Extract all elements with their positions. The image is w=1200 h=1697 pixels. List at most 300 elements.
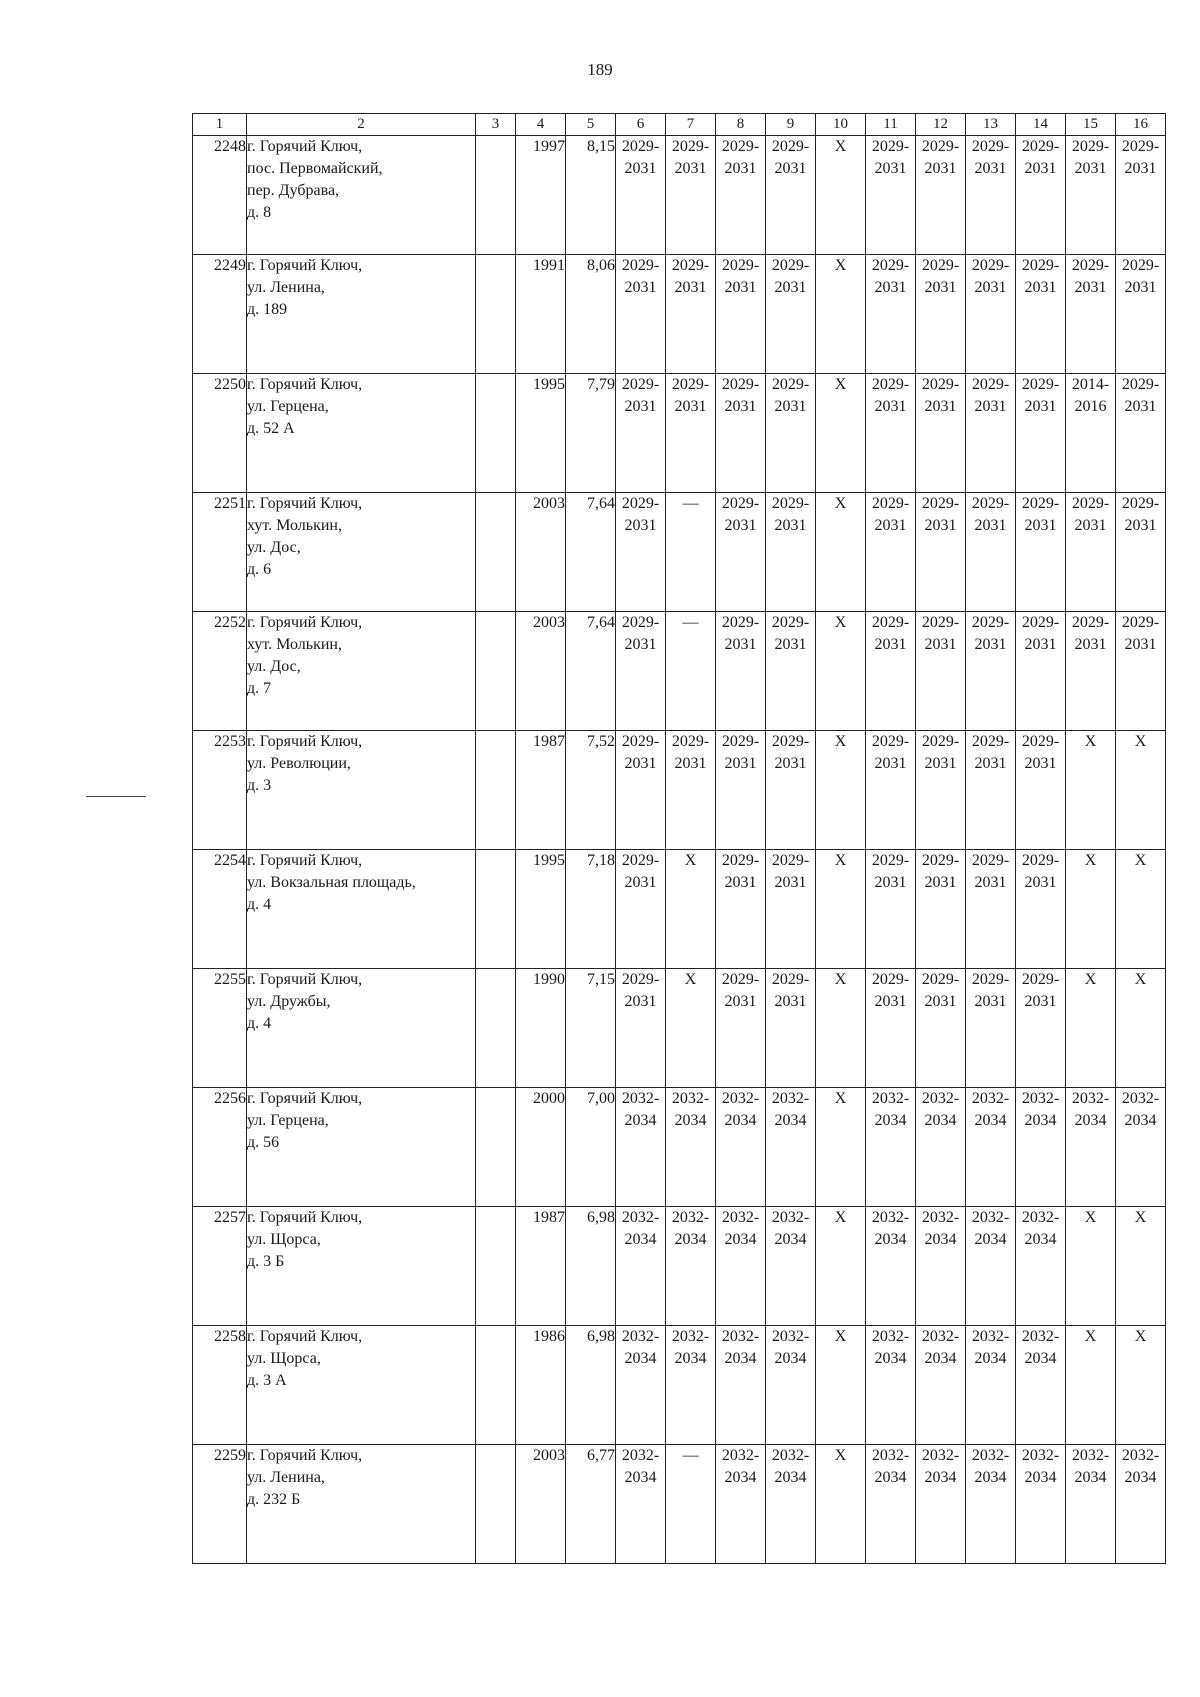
period-text: 2029- bbox=[921, 971, 960, 988]
column-header: 16 bbox=[1116, 114, 1166, 136]
period-text: 2034 bbox=[924, 1112, 957, 1129]
period-text: 2032- bbox=[1021, 1209, 1060, 1226]
period-text: 2029- bbox=[871, 495, 910, 512]
period-text: 2031 bbox=[724, 755, 757, 772]
period-text: 2031 bbox=[974, 398, 1007, 415]
period-cell bbox=[1116, 255, 1166, 374]
period-text: 2029- bbox=[971, 376, 1010, 393]
address-cell bbox=[247, 1207, 476, 1326]
period-cell bbox=[1016, 731, 1066, 850]
period-text: Х bbox=[834, 138, 847, 155]
address-line: д. 189 bbox=[247, 301, 288, 318]
address-line: г. Горячий Ключ, bbox=[247, 614, 363, 631]
address-cell bbox=[247, 1088, 476, 1207]
period-cell bbox=[616, 969, 666, 1088]
period-text: 2029- bbox=[871, 614, 910, 631]
period-cell bbox=[1116, 731, 1166, 850]
period-cell bbox=[966, 255, 1016, 374]
period-text: 2034 bbox=[624, 1350, 657, 1367]
period-text: 2031 bbox=[924, 517, 957, 534]
period-cell bbox=[616, 1445, 666, 1564]
period-text: 2029- bbox=[771, 614, 810, 631]
period-text: 2031 bbox=[1024, 636, 1057, 653]
address-line: ул. Ленина, bbox=[247, 279, 325, 296]
period-cell bbox=[866, 136, 916, 255]
column-header: 15 bbox=[1066, 114, 1116, 136]
period-cell bbox=[766, 731, 816, 850]
period-text: 2029- bbox=[671, 138, 710, 155]
period-text: 2034 bbox=[1074, 1112, 1107, 1129]
address-line: д. 7 bbox=[247, 680, 272, 697]
period-text: 2034 bbox=[1024, 1350, 1057, 1367]
period-cell bbox=[766, 1088, 816, 1207]
period-cell bbox=[766, 1445, 816, 1564]
period-text: 2031 bbox=[1124, 636, 1157, 653]
period-text: 2029- bbox=[1021, 852, 1060, 869]
period-cell bbox=[866, 374, 916, 493]
period-cell bbox=[1116, 1326, 1166, 1445]
address-line: ул. Герцена, bbox=[247, 1112, 329, 1129]
address-line: пос. Первомайский, bbox=[247, 160, 383, 177]
period-text: Х bbox=[1084, 1328, 1097, 1345]
period-cell bbox=[966, 731, 1016, 850]
period-cell bbox=[1016, 1326, 1066, 1445]
period-cell bbox=[966, 1207, 1016, 1326]
period-text: Х bbox=[834, 1209, 847, 1226]
period-cell bbox=[716, 374, 766, 493]
address-line: ул. Щорса, bbox=[247, 1350, 321, 1367]
address-line: д. 3 А bbox=[247, 1372, 287, 1389]
period-text: 2031 bbox=[874, 755, 907, 772]
value-cell: 7,64 bbox=[566, 612, 616, 731]
period-text: 2031 bbox=[1074, 636, 1107, 653]
period-text: 2034 bbox=[674, 1231, 707, 1248]
period-cell bbox=[916, 374, 966, 493]
period-text: 2031 bbox=[1124, 279, 1157, 296]
period-cell bbox=[666, 1207, 716, 1326]
period-text: 2031 bbox=[774, 636, 807, 653]
address-cell bbox=[247, 612, 476, 731]
period-text: 2031 bbox=[1124, 160, 1157, 177]
period-text: 2032- bbox=[921, 1090, 960, 1107]
period-text: Х bbox=[834, 1090, 847, 1107]
period-text: 2029- bbox=[1071, 495, 1110, 512]
period-text: 2034 bbox=[774, 1469, 807, 1486]
value-cell: 7,79 bbox=[566, 374, 616, 493]
address-cell bbox=[247, 255, 476, 374]
row-number: 2256 bbox=[193, 1088, 247, 1207]
column-header: 6 bbox=[616, 114, 666, 136]
period-text: 2029- bbox=[721, 614, 760, 631]
period-text: 2031 bbox=[774, 755, 807, 772]
period-text: 2031 bbox=[1024, 398, 1057, 415]
period-text: 2029- bbox=[871, 852, 910, 869]
row-number: 2252 bbox=[193, 612, 247, 731]
period-cell bbox=[1016, 969, 1066, 1088]
address-line: д. 3 Б bbox=[247, 1253, 285, 1270]
period-text: 2034 bbox=[774, 1231, 807, 1248]
row-number: 2251 bbox=[193, 493, 247, 612]
period-text: 2034 bbox=[924, 1231, 957, 1248]
period-cell bbox=[866, 969, 916, 1088]
period-text: 2034 bbox=[774, 1350, 807, 1367]
period-cell bbox=[966, 1088, 1016, 1207]
period-text: 2031 bbox=[924, 874, 957, 891]
period-text: 2031 bbox=[974, 874, 1007, 891]
period-text: 2031 bbox=[1024, 993, 1057, 1010]
period-text: 2032- bbox=[971, 1090, 1010, 1107]
period-text: 2029- bbox=[971, 733, 1010, 750]
row-number: 2255 bbox=[193, 969, 247, 1088]
period-text: 2034 bbox=[674, 1350, 707, 1367]
period-text: 2029- bbox=[921, 733, 960, 750]
period-cell bbox=[666, 136, 716, 255]
address-line: ул. Ленина, bbox=[247, 1469, 325, 1486]
column-3-cell bbox=[476, 731, 516, 850]
period-cell bbox=[1116, 612, 1166, 731]
period-cell bbox=[816, 731, 866, 850]
period-text: 2029- bbox=[621, 376, 660, 393]
period-text: 2031 bbox=[924, 755, 957, 772]
address-line: г. Горячий Ключ, bbox=[247, 1447, 363, 1464]
period-cell bbox=[666, 374, 716, 493]
period-text: 2031 bbox=[1024, 874, 1057, 891]
year-cell: 1995 bbox=[516, 850, 566, 969]
period-text: 2031 bbox=[624, 993, 657, 1010]
register-table bbox=[192, 113, 1166, 1564]
year-cell: 2003 bbox=[516, 1445, 566, 1564]
year-cell: 1990 bbox=[516, 969, 566, 1088]
period-text: 2031 bbox=[624, 636, 657, 653]
period-text: Х bbox=[834, 376, 847, 393]
period-text: 2029- bbox=[921, 138, 960, 155]
period-cell bbox=[816, 850, 866, 969]
period-cell bbox=[816, 612, 866, 731]
period-text: 2034 bbox=[724, 1231, 757, 1248]
period-text: 2031 bbox=[674, 160, 707, 177]
period-text: 2029- bbox=[971, 614, 1010, 631]
period-text: 2029- bbox=[871, 376, 910, 393]
period-cell bbox=[1016, 1207, 1066, 1326]
period-text: Х bbox=[1084, 852, 1097, 869]
period-cell bbox=[766, 1326, 816, 1445]
value-cell: 8,06 bbox=[566, 255, 616, 374]
column-3-cell bbox=[476, 493, 516, 612]
period-text: Х bbox=[834, 971, 847, 988]
period-cell bbox=[966, 850, 1016, 969]
period-cell bbox=[816, 1326, 866, 1445]
table-body bbox=[193, 136, 1166, 1564]
period-text: 2029- bbox=[1121, 257, 1160, 274]
period-text: — bbox=[682, 614, 699, 631]
period-text: 2032- bbox=[671, 1328, 710, 1345]
period-text: 2029- bbox=[671, 376, 710, 393]
period-text: 2029- bbox=[971, 138, 1010, 155]
period-text: 2029- bbox=[921, 852, 960, 869]
period-cell bbox=[1066, 612, 1116, 731]
period-cell bbox=[1066, 969, 1116, 1088]
period-text: 2031 bbox=[774, 993, 807, 1010]
period-cell bbox=[916, 969, 966, 1088]
column-3-cell bbox=[476, 850, 516, 969]
period-text: Х bbox=[834, 852, 847, 869]
column-header: 11 bbox=[866, 114, 916, 136]
period-text: 2029- bbox=[771, 376, 810, 393]
period-text: 2029- bbox=[1021, 138, 1060, 155]
period-cell bbox=[866, 1207, 916, 1326]
period-cell bbox=[866, 731, 916, 850]
table-row bbox=[193, 969, 1166, 1088]
period-cell bbox=[1066, 731, 1116, 850]
period-text: 2032- bbox=[1021, 1447, 1060, 1464]
period-cell bbox=[616, 612, 666, 731]
margin-mark bbox=[86, 796, 146, 797]
period-text: 2029- bbox=[871, 257, 910, 274]
period-text: 2029- bbox=[721, 495, 760, 512]
period-text: Х bbox=[834, 614, 847, 631]
period-text: 2029- bbox=[1071, 138, 1110, 155]
period-text: 2034 bbox=[624, 1112, 657, 1129]
period-text: 2029- bbox=[971, 852, 1010, 869]
table-row bbox=[193, 850, 1166, 969]
period-text: 2031 bbox=[624, 279, 657, 296]
period-cell bbox=[666, 1445, 716, 1564]
period-text: 2031 bbox=[874, 279, 907, 296]
period-text: 2031 bbox=[1024, 755, 1057, 772]
period-text: 2032- bbox=[721, 1328, 760, 1345]
period-text: 2031 bbox=[974, 755, 1007, 772]
period-cell bbox=[666, 255, 716, 374]
period-cell bbox=[816, 255, 866, 374]
period-text: Х bbox=[684, 852, 697, 869]
period-cell bbox=[766, 850, 816, 969]
address-line: г. Горячий Ключ, bbox=[247, 1090, 363, 1107]
table-row bbox=[193, 1326, 1166, 1445]
period-cell bbox=[866, 1445, 916, 1564]
period-cell bbox=[916, 1207, 966, 1326]
value-cell: 7,64 bbox=[566, 493, 616, 612]
column-header: 2 bbox=[247, 114, 476, 136]
period-text: 2031 bbox=[874, 993, 907, 1010]
table-row bbox=[193, 493, 1166, 612]
period-text: 2031 bbox=[924, 993, 957, 1010]
period-text: 2031 bbox=[724, 993, 757, 1010]
address-line: д. 4 bbox=[247, 896, 272, 913]
column-header: 10 bbox=[816, 114, 866, 136]
period-text: 2029- bbox=[621, 495, 660, 512]
period-cell bbox=[716, 969, 766, 1088]
address-line: ул. Дос, bbox=[247, 658, 301, 675]
period-text: 2031 bbox=[774, 398, 807, 415]
period-text: 2031 bbox=[774, 874, 807, 891]
address-cell bbox=[247, 1445, 476, 1564]
period-cell bbox=[966, 1445, 1016, 1564]
address-line: пер. Дубрава, bbox=[247, 182, 340, 199]
period-cell bbox=[966, 493, 1016, 612]
period-text: 2032- bbox=[771, 1328, 810, 1345]
period-text: 2031 bbox=[874, 160, 907, 177]
period-text: 2034 bbox=[1074, 1469, 1107, 1486]
period-text: Х bbox=[834, 1328, 847, 1345]
address-line: г. Горячий Ключ, bbox=[247, 733, 363, 750]
period-text: 2032- bbox=[1021, 1328, 1060, 1345]
address-line: г. Горячий Ключ, bbox=[247, 971, 363, 988]
period-cell bbox=[1016, 136, 1066, 255]
period-cell bbox=[916, 493, 966, 612]
period-cell bbox=[666, 612, 716, 731]
period-text: 2034 bbox=[1124, 1112, 1157, 1129]
period-text: 2034 bbox=[874, 1469, 907, 1486]
period-text: 2034 bbox=[724, 1469, 757, 1486]
period-cell bbox=[616, 136, 666, 255]
period-text: 2029- bbox=[1021, 376, 1060, 393]
column-header: 4 bbox=[516, 114, 566, 136]
address-line: д. 6 bbox=[247, 561, 272, 578]
table-row bbox=[193, 1088, 1166, 1207]
period-text: 2031 bbox=[724, 279, 757, 296]
period-cell bbox=[816, 1207, 866, 1326]
period-text: 2032- bbox=[1021, 1090, 1060, 1107]
period-text: 2031 bbox=[624, 755, 657, 772]
period-text: 2032- bbox=[721, 1090, 760, 1107]
period-text: 2032- bbox=[1121, 1090, 1160, 1107]
period-text: 2034 bbox=[874, 1231, 907, 1248]
column-3-cell bbox=[476, 1207, 516, 1326]
year-cell: 1991 bbox=[516, 255, 566, 374]
column-header: 3 bbox=[476, 114, 516, 136]
page-number: 189 bbox=[587, 60, 613, 79]
period-cell bbox=[916, 850, 966, 969]
address-cell bbox=[247, 136, 476, 255]
address-cell bbox=[247, 1326, 476, 1445]
table-row bbox=[193, 136, 1166, 255]
period-cell bbox=[816, 1088, 866, 1207]
address-line: г. Горячий Ключ, bbox=[247, 495, 363, 512]
period-cell bbox=[816, 374, 866, 493]
period-text: 2031 bbox=[774, 279, 807, 296]
address-line: ул. Дружбы, bbox=[247, 993, 331, 1010]
period-cell bbox=[616, 493, 666, 612]
period-text: 2032- bbox=[971, 1328, 1010, 1345]
value-cell: 7,18 bbox=[566, 850, 616, 969]
period-text: 2029- bbox=[971, 257, 1010, 274]
period-text: 2029- bbox=[621, 852, 660, 869]
period-text: 2031 bbox=[624, 398, 657, 415]
period-cell bbox=[916, 255, 966, 374]
period-text: 2034 bbox=[1024, 1231, 1057, 1248]
address-line: г. Горячий Ключ, bbox=[247, 138, 363, 155]
period-cell bbox=[816, 493, 866, 612]
period-cell bbox=[1066, 1207, 1116, 1326]
period-text: Х bbox=[834, 733, 847, 750]
period-text: 2032- bbox=[621, 1090, 660, 1107]
period-cell bbox=[866, 850, 916, 969]
address-line: д. 56 bbox=[247, 1134, 280, 1151]
year-cell: 2000 bbox=[516, 1088, 566, 1207]
header-row bbox=[193, 114, 1166, 136]
period-cell bbox=[716, 493, 766, 612]
column-header: 13 bbox=[966, 114, 1016, 136]
row-number: 2250 bbox=[193, 374, 247, 493]
period-cell bbox=[716, 850, 766, 969]
period-text: Х bbox=[1134, 1328, 1147, 1345]
period-cell bbox=[616, 850, 666, 969]
address-line: д. 52 А bbox=[247, 420, 295, 437]
period-text: 2029- bbox=[621, 257, 660, 274]
period-text: 2032- bbox=[721, 1209, 760, 1226]
period-text: 2031 bbox=[774, 160, 807, 177]
value-cell: 6,98 bbox=[566, 1207, 616, 1326]
period-text: 2031 bbox=[674, 279, 707, 296]
value-cell: 7,52 bbox=[566, 731, 616, 850]
period-cell bbox=[966, 969, 1016, 1088]
period-cell bbox=[916, 1088, 966, 1207]
period-text: 2029- bbox=[771, 495, 810, 512]
period-cell bbox=[716, 1326, 766, 1445]
period-cell bbox=[1066, 255, 1116, 374]
period-text: 2029- bbox=[921, 614, 960, 631]
period-text: 2031 bbox=[874, 517, 907, 534]
period-cell bbox=[666, 731, 716, 850]
period-text: Х bbox=[1134, 1209, 1147, 1226]
address-cell bbox=[247, 493, 476, 612]
period-text: 2029- bbox=[1121, 376, 1160, 393]
period-text: Х bbox=[684, 971, 697, 988]
period-text: 2032- bbox=[1071, 1090, 1110, 1107]
period-text: 2031 bbox=[724, 398, 757, 415]
period-cell bbox=[1116, 850, 1166, 969]
address-line: г. Горячий Ключ, bbox=[247, 257, 363, 274]
address-line: д. 3 bbox=[247, 777, 272, 794]
period-cell bbox=[766, 136, 816, 255]
year-cell: 1986 bbox=[516, 1326, 566, 1445]
value-cell: 8,15 bbox=[566, 136, 616, 255]
period-cell bbox=[766, 612, 816, 731]
period-text: 2029- bbox=[1021, 257, 1060, 274]
period-cell bbox=[1016, 1445, 1066, 1564]
period-cell bbox=[816, 136, 866, 255]
year-cell: 1997 bbox=[516, 136, 566, 255]
column-header: 14 bbox=[1016, 114, 1066, 136]
period-text: 2032- bbox=[921, 1447, 960, 1464]
period-text: 2034 bbox=[624, 1231, 657, 1248]
column-header: 7 bbox=[666, 114, 716, 136]
period-text: 2029- bbox=[971, 495, 1010, 512]
period-text: 2029- bbox=[721, 971, 760, 988]
period-cell bbox=[1016, 612, 1066, 731]
period-cell bbox=[716, 136, 766, 255]
period-cell bbox=[1016, 255, 1066, 374]
address-line: г. Горячий Ключ, bbox=[247, 852, 363, 869]
period-text: 2031 bbox=[1024, 517, 1057, 534]
address-line: хут. Молькин, bbox=[247, 636, 342, 653]
period-cell bbox=[966, 374, 1016, 493]
period-cell bbox=[916, 136, 966, 255]
period-text: Х bbox=[1134, 971, 1147, 988]
period-text: 2031 bbox=[874, 636, 907, 653]
period-cell bbox=[666, 969, 716, 1088]
period-cell bbox=[766, 255, 816, 374]
period-text: 2034 bbox=[1124, 1469, 1157, 1486]
period-text: 2029- bbox=[871, 971, 910, 988]
period-text: 2031 bbox=[974, 993, 1007, 1010]
period-text: 2029- bbox=[921, 257, 960, 274]
period-text: 2032- bbox=[671, 1209, 710, 1226]
period-text: 2029- bbox=[921, 376, 960, 393]
period-text: 2029- bbox=[1121, 495, 1160, 512]
period-text: 2029- bbox=[1071, 614, 1110, 631]
period-cell bbox=[966, 612, 1016, 731]
